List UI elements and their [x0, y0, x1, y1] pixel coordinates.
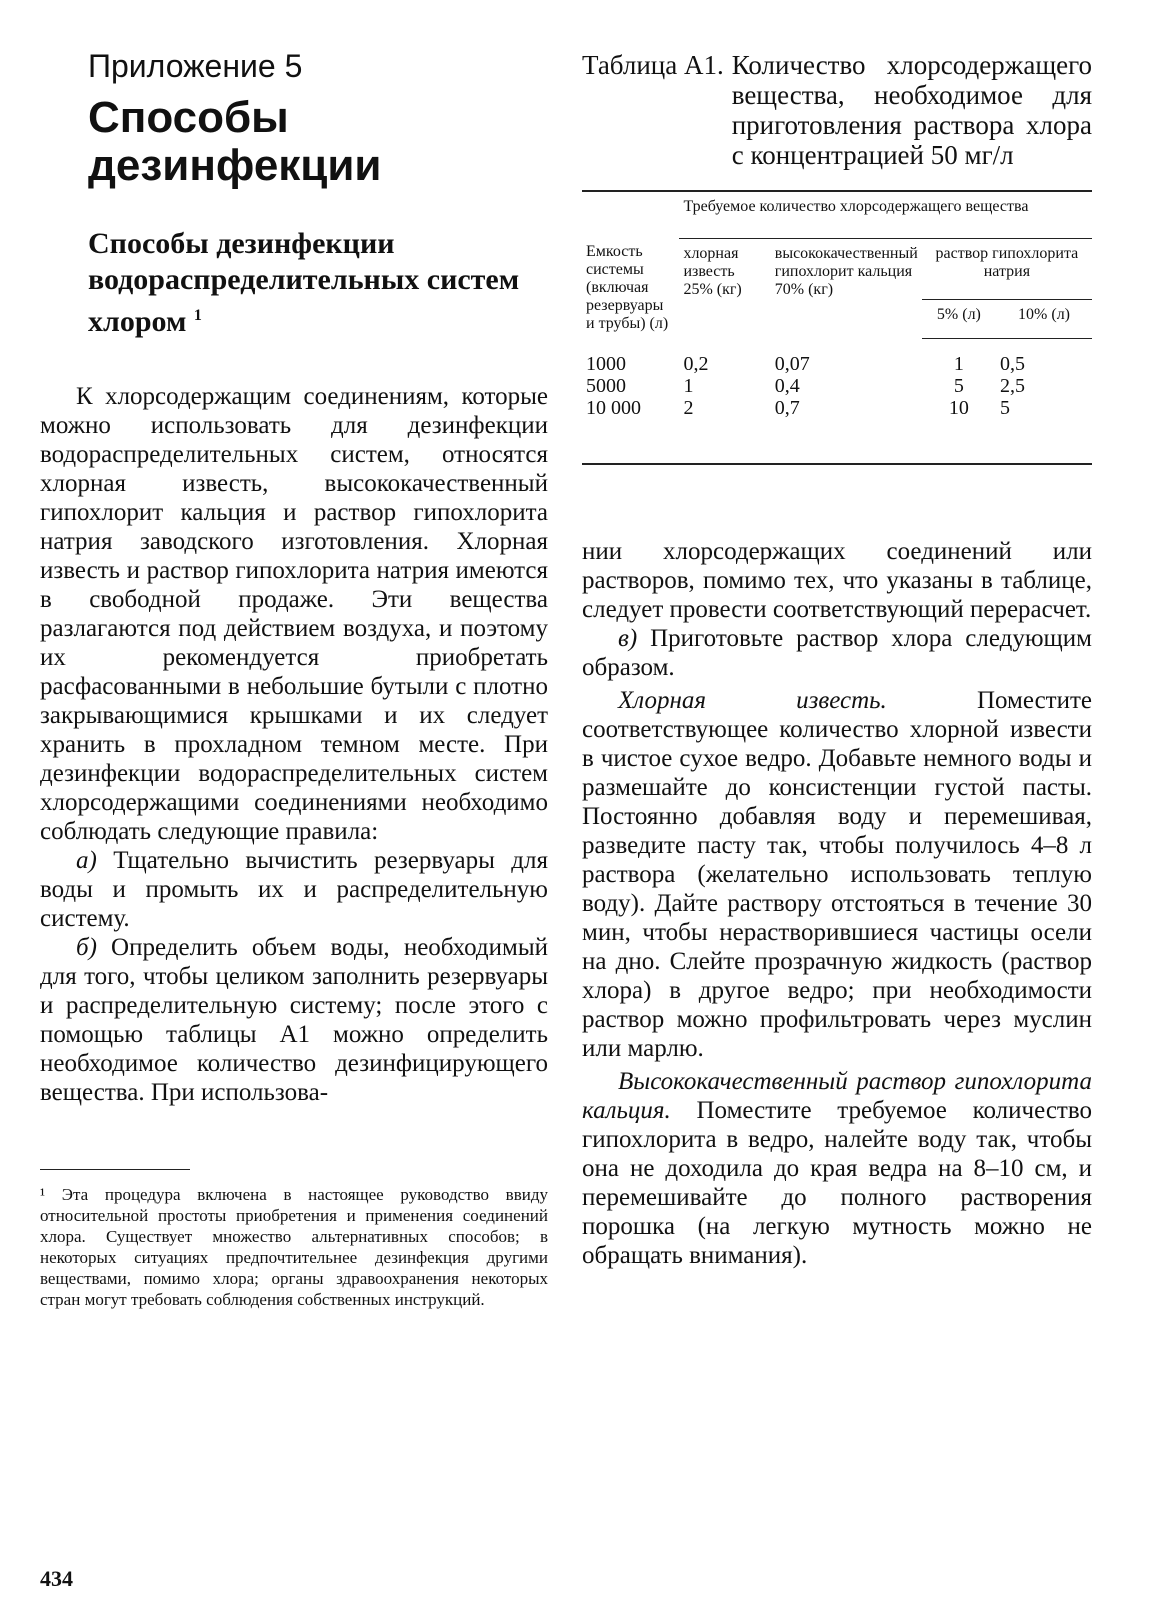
cell-sodium-5: 1 — [953, 353, 964, 375]
header-sodium-10: 10% (л) — [996, 300, 1092, 339]
intro-paragraph: К хлорсодержащим соединениям, которые можно использовать для дезинфекции водораспределительных систем, относятся хлорная известь, высококачественный гипохлорит кальция и раствор гипохлорита натрия заводского изготовления. Хлорная известь и раствор гипохлорита натрия имеются в свободной продаже. Эти вещества разлагаются под действием воздуха, и поэтому их рекомендуется приобретать расфасованными в небольшие бутыли с плотно закрывающимися крышками и их следует хранить в прохладном темном месте. При дезинфекции водораспределительных систем хлорсодержащими соединениями необходимо соблюдать следующие правила: — [40, 383, 548, 845]
cell-sodium-5: 5 — [953, 375, 964, 397]
section-heading — [88, 226, 548, 340]
header-required-amount: Требуемое количество хлорсодержащего вещества — [679, 191, 1092, 239]
header-capacity: Емкость системы (включая резервуары и трубы) (л) — [586, 242, 669, 332]
rule-b-text: Определить объем воды, необходимый для того, чтобы целиком заполнить резервуары и распределительную систему; после этого с помощью таблицы А1 можно определить необходимое количество дезинфицирующего вещества. При использова- — [40, 934, 548, 1106]
rule-a-marker: а) — [76, 847, 97, 874]
cell-calcium: 0,7 — [774, 397, 800, 419]
header-bleach: хлорная известь 25% (кг) — [683, 245, 742, 298]
table-row — [582, 397, 1092, 464]
rule-v-text: Приготовьте раствор хлора следующим образом. — [582, 625, 1092, 681]
cell-bleach: 1 — [683, 375, 694, 397]
calcium-text: Поместите требуемое количество гипохлорита в ведро, налейте воду так, чтобы она не доходила до края ведра на 8–10 см, и перемешивайте до полного растворения порошка (на легкую мутность можно не обращать внимания). — [582, 1097, 1092, 1269]
footnote-divider — [40, 1169, 190, 1170]
rule-a-paragraph — [40, 846, 548, 933]
cell-bleach: 0,2 — [683, 352, 709, 375]
appendix-label: Приложение 5 — [88, 48, 303, 84]
page-title — [88, 94, 548, 190]
section-heading-text: Способы дезинфекции водораспределительных систем хлором — [88, 227, 520, 338]
cell-calcium: 0,07 — [774, 352, 810, 375]
chlorine-table — [582, 190, 1092, 465]
cell-calcium: 0,4 — [774, 375, 800, 397]
page-title-line-2: дезинфекции — [88, 141, 382, 190]
cell-bleach: 2 — [683, 397, 694, 419]
footnote-marker: 1 — [193, 307, 202, 324]
bleach-paragraph — [582, 686, 1092, 1063]
bleach-heading: Хлорная известь. — [618, 687, 887, 714]
cell-capacity: 1000 — [586, 352, 626, 375]
cell-sodium-5: 10 — [948, 397, 969, 419]
rule-b-marker: б) — [76, 934, 97, 961]
right-body — [582, 537, 1092, 1270]
cell-sodium-10: 5 — [1000, 397, 1011, 419]
rule-v-marker: в) — [618, 625, 638, 652]
rule-b-paragraph — [40, 933, 548, 1107]
footnote: ¹ Эта процедура включена в настоящее руководство ввиду относительной простоты приобретения и применения соединений хлора. Существует множество альтернативных способов; в некоторых ситуациях предпочтительнее дезинфекция другими веществами, помимо хлора; органы здравоохранения некоторых стран могут требовать соблюдения собственных инструкций. — [40, 1185, 548, 1309]
header-sodium-hypochlorite: раствор гипохлорита натрия — [922, 239, 1092, 300]
header-calcium-hypochlorite: высококачественный гипохлорит кальция 70% (кг) — [774, 245, 918, 298]
bleach-text: Поместите соответствующее количество хлорной извести в чистое сухое ведро. Добавьте немного воды и размешайте до консистенции густой пасты. Постоянно добавляя воду и перемешивая, разведите пасту так, чтобы получилось 4–8 л раствора (желательно использовать теплую воду). Дайте раствору отстояться в течение 30 мин, чтобы нерастворившиеся частицы осели на дно. Слейте прозрачную жидкость (раствор хлора) в другое ведро; при необходимости раствор можно профильтровать через муслин или марлю. — [582, 687, 1092, 1062]
table-row — [582, 339, 1092, 376]
table-caption — [582, 50, 1092, 170]
header-sodium-5: 5% (л) — [922, 300, 996, 339]
left-column — [40, 38, 548, 1310]
rule-a-text: Тщательно вычистить резервуары для воды и промыть их и распределительную систему. — [40, 847, 548, 932]
page-title-line-1: Способы — [88, 93, 289, 142]
calcium-heading: Высококачественный раствор гипохлорита кальция. — [582, 1068, 1092, 1124]
cell-capacity: 10 000 — [586, 397, 641, 419]
table-caption-label: Таблица А1. — [582, 50, 724, 80]
cell-sodium-10: 2,5 — [1000, 375, 1026, 397]
cell-sodium-10: 0,5 — [1000, 353, 1026, 375]
right-column — [582, 50, 1092, 1270]
rule-v-paragraph — [582, 624, 1092, 682]
table-caption-text: Количество хлорсодержащего вещества, необходимое для приготовления раствора хлора с концентрацией 50 мг/л — [731, 50, 1092, 170]
calcium-paragraph — [582, 1067, 1092, 1270]
continued-paragraph: нии хлорсодержащих соединений или растворов, помимо тех, что указаны в таблице, следует провести соответствующий перерасчет. — [582, 538, 1092, 623]
page-number: 434 — [40, 1566, 73, 1591]
table-row — [582, 375, 1092, 397]
cell-capacity: 5000 — [586, 375, 626, 397]
